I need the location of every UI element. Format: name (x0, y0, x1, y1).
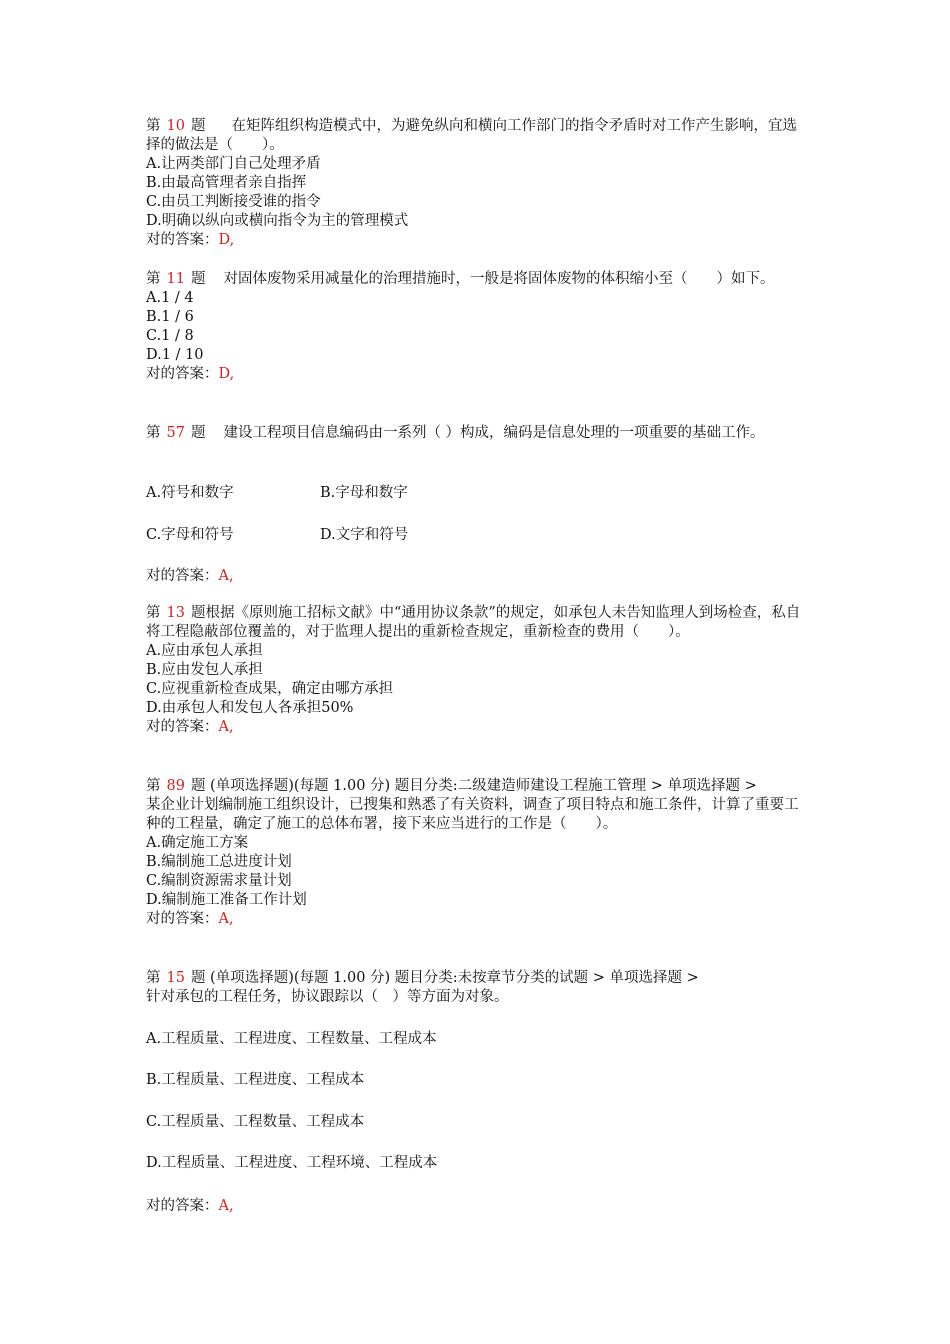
question-stem: 第 13 题根据《原则施工招标文献》中“通用协议条款”的规定，如承包人未告知监理人到场检查，私自将工程隐蔽部位覆盖的，对于监理人提出的重新检查规定，重新检查的费用（ ）。 (146, 605, 801, 640)
question-number: 15 (166, 970, 185, 986)
option-d: D.由承包人和发包人各承担50% (146, 700, 354, 716)
option-d: D.文字和符号 (320, 527, 409, 543)
answer-value: A, (218, 911, 234, 927)
option-b: B.由最高管理者亲自指挥 (146, 175, 307, 191)
option-a: A.工程质量、工程进度、工程数量、工程成本 (146, 1031, 437, 1047)
option-c: C.字母和符号 (146, 527, 234, 543)
option-a: A.1 / 4 (146, 290, 194, 306)
option-a: A.确定施工方案 (146, 835, 249, 851)
option-c: C.应视重新检查成果，确定由哪方承担 (146, 681, 394, 697)
answer-line: 对的答案：A, (146, 1198, 234, 1214)
question-number: 89 (166, 778, 185, 794)
question-13 (146, 604, 810, 737)
question-stem: 某企业计划编制施工组织设计，已搜集和熟悉了有关资料，调查了项目特点和施工条件，计算了重要工种的工程量，确定了施工的总体布署，接下来应当进行的工作是（ ）。 (146, 797, 799, 832)
option-c: C.编制资源需求量计划 (146, 873, 292, 889)
option-d: D.工程质量、工程进度、工程环境、工程成本 (146, 1155, 438, 1171)
answer-value: D, (218, 232, 235, 248)
option-a: A.应由承包人承担 (146, 643, 263, 659)
option-c: C.由员工判断接受谁的指令 (146, 194, 321, 210)
option-c: C.工程质量、工程数量、工程成本 (146, 1114, 365, 1130)
option-c: C.1 / 8 (146, 328, 194, 344)
option-b: B.字母和数字 (320, 485, 408, 501)
answer-line: 对的答案：A, (146, 568, 234, 584)
options-row-1 (146, 484, 746, 503)
question-10 (146, 117, 810, 250)
options-row-2 (146, 526, 746, 545)
question-number: 11 (166, 271, 185, 287)
option-d: D.编制施工准备工作计划 (146, 892, 307, 908)
answer-line: 对的答案：A, (146, 719, 234, 735)
option-b: B.编制施工总进度计划 (146, 854, 292, 870)
option-a: A.符号和数字 (146, 485, 234, 501)
answer-value: A, (218, 568, 234, 584)
option-b: B.应由发包人承担 (146, 662, 263, 678)
option-d: D.1 / 10 (146, 347, 204, 363)
question-header: 第 15 题 (单项选择题)(每题 1.00 分) 题目分类:未按章节分类的试题 > 单项选择题 > (146, 970, 699, 986)
answer-value: A, (218, 1198, 234, 1214)
answer-line: 对的答案：D, (146, 232, 235, 248)
option-d: D.明确以纵向或横向指令为主的管理模式 (146, 213, 409, 229)
answer-line: 对的答案：A, (146, 911, 234, 927)
option-a: A.让两类部门自己处理矛盾 (146, 156, 321, 172)
option-b: B.工程质量、工程进度、工程成本 (146, 1072, 365, 1088)
question-57 (146, 424, 810, 594)
question-stem: 第 57 题 建设工程项目信息编码由一系列（ ）构成，编码是信息处理的一项重要的基础工作。 (146, 425, 765, 441)
question-11 (146, 270, 810, 384)
answer-line: 对的答案：D, (146, 366, 235, 382)
question-stem: 第 10 题 在矩阵组织构造模式中，为避免纵向和横向工作部门的指令矛盾时对工作产生影响，宜选择的做法是（ ）。 (146, 118, 797, 153)
question-number: 13 (166, 605, 185, 621)
question-15 (146, 969, 810, 1219)
answer-value: A, (218, 719, 234, 735)
question-stem: 针对承包的工程任务，协议跟踪以（ ）等方面为对象。 (146, 989, 509, 1005)
question-number: 10 (166, 118, 185, 134)
answer-value: D, (218, 366, 235, 382)
question-number: 57 (166, 425, 185, 441)
question-header: 第 89 题 (单项选择题)(每题 1.00 分) 题目分类:二级建造师建设工程施工管理 > 单项选择题 > (146, 778, 757, 794)
option-b: B.1 / 6 (146, 309, 194, 325)
question-stem: 第 11 题 对固体废物采用减量化的治理措施时，一般是将固体废物的体积缩小至（ ）如下。 (146, 271, 775, 287)
question-89 (146, 777, 810, 929)
